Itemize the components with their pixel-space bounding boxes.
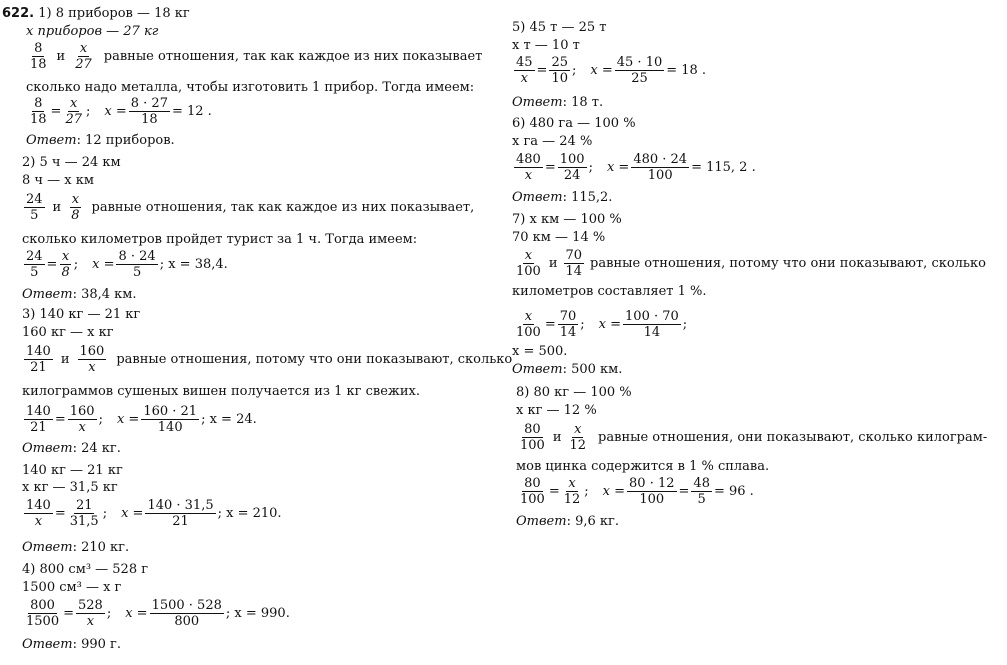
problem-2-line4: сколько километров пройдет турист за 1 ч. Тогда имеем: — [22, 232, 418, 247]
x-equals: x = — [602, 484, 626, 499]
problem-4-equation — [22, 599, 290, 628]
fraction: $\frac{70}{14}$ — [565, 248, 583, 279]
problem-3b-line1: 140 кг — 21 кг — [22, 463, 123, 478]
problem-1-ratios — [26, 42, 482, 71]
problem-7-ratios — [512, 249, 986, 278]
equals-sign: = — [548, 484, 560, 499]
answer-label: Ответ — [512, 362, 563, 377]
fraction: $\frac{45 \cdot 10}{25}$ — [616, 55, 663, 86]
x-equals: x = — [116, 412, 140, 427]
separator: ; — [580, 317, 585, 332]
fraction: $\frac{x}{8}$ — [61, 249, 70, 280]
x-equals: x = — [606, 160, 630, 175]
answer-label: Ответ — [22, 637, 73, 652]
problem-2-ratios — [22, 193, 474, 222]
fraction: $\frac{x}{100}$ — [516, 248, 541, 279]
fraction: $\frac{140}{21}$ — [26, 344, 51, 375]
result: = 96 . — [713, 484, 754, 499]
answer-value: : 210 кг. — [72, 540, 130, 555]
fraction: $\frac{100}{24}$ — [559, 152, 585, 183]
x-equals: x = — [104, 104, 127, 119]
answer-value: : 12 приборов. — [76, 133, 175, 148]
fraction: $\frac{480 \cdot 24}{100}$ — [633, 152, 688, 183]
ratio-text: равные отношения, потому что они показывают, сколько — [116, 352, 513, 367]
problem-7-line4: километров составляет 1 %. — [512, 284, 707, 299]
answer-label: Ответ — [22, 287, 73, 302]
result: ; x = 210. — [217, 506, 282, 521]
equals-sign: = — [536, 63, 548, 78]
answer-value: : 24 кг. — [72, 441, 121, 456]
answer-label: Ответ — [516, 514, 567, 529]
fraction: $\frac{100 \cdot 70}{14}$ — [625, 309, 679, 340]
problem-8-equation — [516, 477, 754, 506]
conjunction: и — [60, 352, 70, 367]
problem-8-answer — [516, 514, 619, 529]
problem-1-head: 1) 8 приборов — 18 кг — [38, 6, 190, 21]
problem-1-line2: x приборов — 27 кг — [26, 24, 159, 39]
equals-sign: = — [54, 412, 66, 427]
result: = 12 . — [171, 104, 212, 119]
problem-3b-answer — [22, 540, 129, 555]
fraction: $\frac{x}{27}$ — [65, 96, 82, 127]
problem-6-answer — [512, 190, 612, 205]
fraction: $\frac{x}{8}$ — [71, 192, 80, 223]
problem-3-equation — [22, 405, 257, 434]
separator: ; — [86, 104, 91, 119]
problem-3-line4: килограммов сушеных вишен получается из 1 кг свежих. — [22, 384, 420, 399]
result: = 18 . — [666, 63, 707, 78]
problem-1-answer — [26, 133, 175, 148]
problem-7-result: x = 500. — [512, 344, 568, 359]
fraction: $\frac{160 \cdot 21}{140}$ — [143, 404, 198, 435]
separator: ; — [106, 606, 112, 621]
problem-4-head: 4) 800 см³ — 528 г — [22, 562, 149, 577]
problem-8-line4: мов цинка содержится в 1 % сплава. — [516, 459, 770, 474]
problem-6-equation — [512, 153, 756, 182]
separator: ; — [588, 160, 593, 175]
fraction: $\frac{8}{18}$ — [30, 41, 47, 72]
problem-5-line2: x т — 10 т — [512, 38, 580, 53]
separator: ; — [102, 506, 108, 521]
ratio-text: равные отношения, так как каждое из них показывает — [103, 49, 483, 64]
problem-4-answer — [22, 637, 121, 652]
problem-7-head: 7) x км — 100 % — [512, 212, 622, 227]
separator: ; — [98, 412, 103, 427]
problem-3-answer — [22, 441, 121, 456]
conjunction: и — [52, 200, 62, 215]
separator: ; — [584, 484, 589, 499]
result: ; x = 38,4. — [159, 257, 228, 272]
separator: ; — [73, 257, 79, 272]
answer-value: : 500 км. — [562, 362, 623, 377]
problem-2-head: 2) 5 ч — 24 км — [22, 155, 121, 170]
fraction: $\frac{45}{x}$ — [516, 55, 533, 86]
fraction: $\frac{x}{12}$ — [563, 476, 581, 507]
fraction: $\frac{8 \cdot 27}{18}$ — [130, 96, 168, 127]
problem-6-head: 6) 480 га — 100 % — [512, 116, 636, 131]
fraction: $\frac{21}{31,5}$ — [69, 498, 99, 529]
problem-2-equation — [22, 250, 228, 279]
answer-label: Ответ — [512, 95, 563, 110]
answer-label: Ответ — [26, 133, 77, 148]
fraction: $\frac{24}{5}$ — [26, 192, 43, 223]
fraction: $\frac{80 \cdot 12}{100}$ — [629, 476, 675, 507]
x-equals: x = — [590, 63, 613, 78]
answer-value: : 18 т. — [562, 95, 604, 110]
fraction: $\frac{140 \cdot 31,5}{21}$ — [147, 498, 214, 529]
problem-1-line4: сколько надо металла, чтобы изготовить 1 прибор. Тогда имеем: — [26, 80, 475, 95]
problem-3-ratios — [22, 345, 512, 374]
answer-label: Ответ — [22, 540, 73, 555]
problem-1-equation — [26, 97, 212, 126]
problem-5-answer — [512, 95, 603, 110]
conjunction: и — [548, 256, 558, 271]
fraction: $\frac{480}{x}$ — [516, 152, 541, 183]
answer-value: : 38,4 км. — [72, 287, 137, 302]
x-equals: x = — [125, 606, 148, 621]
result: ; x = 24. — [201, 412, 257, 427]
problem-4-line2: 1500 см³ — x г — [22, 580, 122, 595]
problem-7-answer — [512, 362, 622, 377]
fraction: $\frac{140}{21}$ — [26, 404, 51, 435]
x-equals: x = — [121, 506, 144, 521]
problem-3b-equation — [22, 499, 282, 528]
problem-5-equation — [512, 56, 706, 85]
fraction: $\frac{24}{5}$ — [26, 249, 43, 280]
fraction: $\frac{x}{27}$ — [75, 41, 92, 72]
fraction: $\frac{x}{12}$ — [569, 422, 587, 453]
problem-2-answer — [22, 287, 137, 302]
answer-label: Ответ — [512, 190, 563, 205]
problem-8-line2: x кг — 12 % — [516, 403, 597, 418]
problem-5-head: 5) 45 т — 25 т — [512, 20, 607, 35]
ratio-text: равные отношения, они показывают, сколько килограм- — [598, 430, 988, 445]
equals-sign: = — [46, 257, 58, 272]
fraction: $\frac{25}{10}$ — [551, 55, 568, 86]
problem-8-head: 8) 80 кг — 100 % — [516, 385, 632, 400]
fraction: $\frac{48}{5}$ — [693, 476, 710, 507]
conjunction: и — [56, 49, 66, 64]
fraction: $\frac{x}{100}$ — [516, 309, 541, 340]
problem-2-line2: 8 ч — x км — [22, 173, 94, 188]
fraction: $\frac{528}{x}$ — [78, 598, 103, 629]
problem-3-head: 3) 140 кг — 21 кг — [22, 307, 141, 322]
problem-3-line2: 160 кг — x кг — [22, 325, 114, 340]
problem-6-line2: x га — 24 % — [512, 134, 593, 149]
answer-value: : 990 г. — [72, 637, 121, 652]
fraction: $\frac{160}{x}$ — [79, 344, 105, 375]
fraction: $\frac{160}{x}$ — [69, 404, 95, 435]
x-equals: x = — [598, 317, 622, 332]
ratio-text: равные отношения, так как каждое из них показывает, — [91, 200, 475, 215]
result: ; x = 990. — [225, 606, 290, 621]
x-equals: x = — [92, 257, 115, 272]
problem-7-line2: 70 км — 14 % — [512, 230, 606, 245]
problem-7-equation — [512, 310, 687, 339]
fraction: $\frac{70}{14}$ — [559, 309, 577, 340]
equals-sign: = — [544, 317, 556, 332]
answer-label: Ответ — [22, 441, 73, 456]
equals-sign: = — [678, 484, 690, 499]
fraction: $\frac{8 \cdot 24}{5}$ — [118, 249, 156, 280]
result: = 115, 2 . — [691, 160, 756, 175]
equals-sign: = — [544, 160, 556, 175]
answer-value: : 9,6 кг. — [566, 514, 619, 529]
problem-3b-line2: x кг — 31,5 кг — [22, 480, 118, 495]
separator: ; — [572, 63, 577, 78]
equals-sign: = — [54, 506, 66, 521]
answer-value: : 115,2. — [562, 190, 613, 205]
fraction: $\frac{80}{100}$ — [520, 422, 545, 453]
problem-8-ratios — [516, 423, 987, 452]
conjunction: и — [552, 430, 562, 445]
equals-sign: = — [63, 606, 74, 621]
fraction: $\frac{140}{x}$ — [26, 498, 51, 529]
problem-number: 622. — [2, 6, 35, 21]
fraction: $\frac{1500 \cdot 528}{800}$ — [151, 598, 222, 629]
equals-sign: = — [50, 104, 62, 119]
ratio-text: равные отношения, потому что они показывают, сколько — [590, 256, 986, 271]
fraction: $\frac{8}{18}$ — [30, 96, 47, 127]
fraction: $\frac{800}{1500}$ — [26, 598, 60, 629]
fraction: $\frac{80}{100}$ — [520, 476, 545, 507]
result: ; — [682, 317, 688, 332]
problem-1-header — [2, 6, 190, 21]
